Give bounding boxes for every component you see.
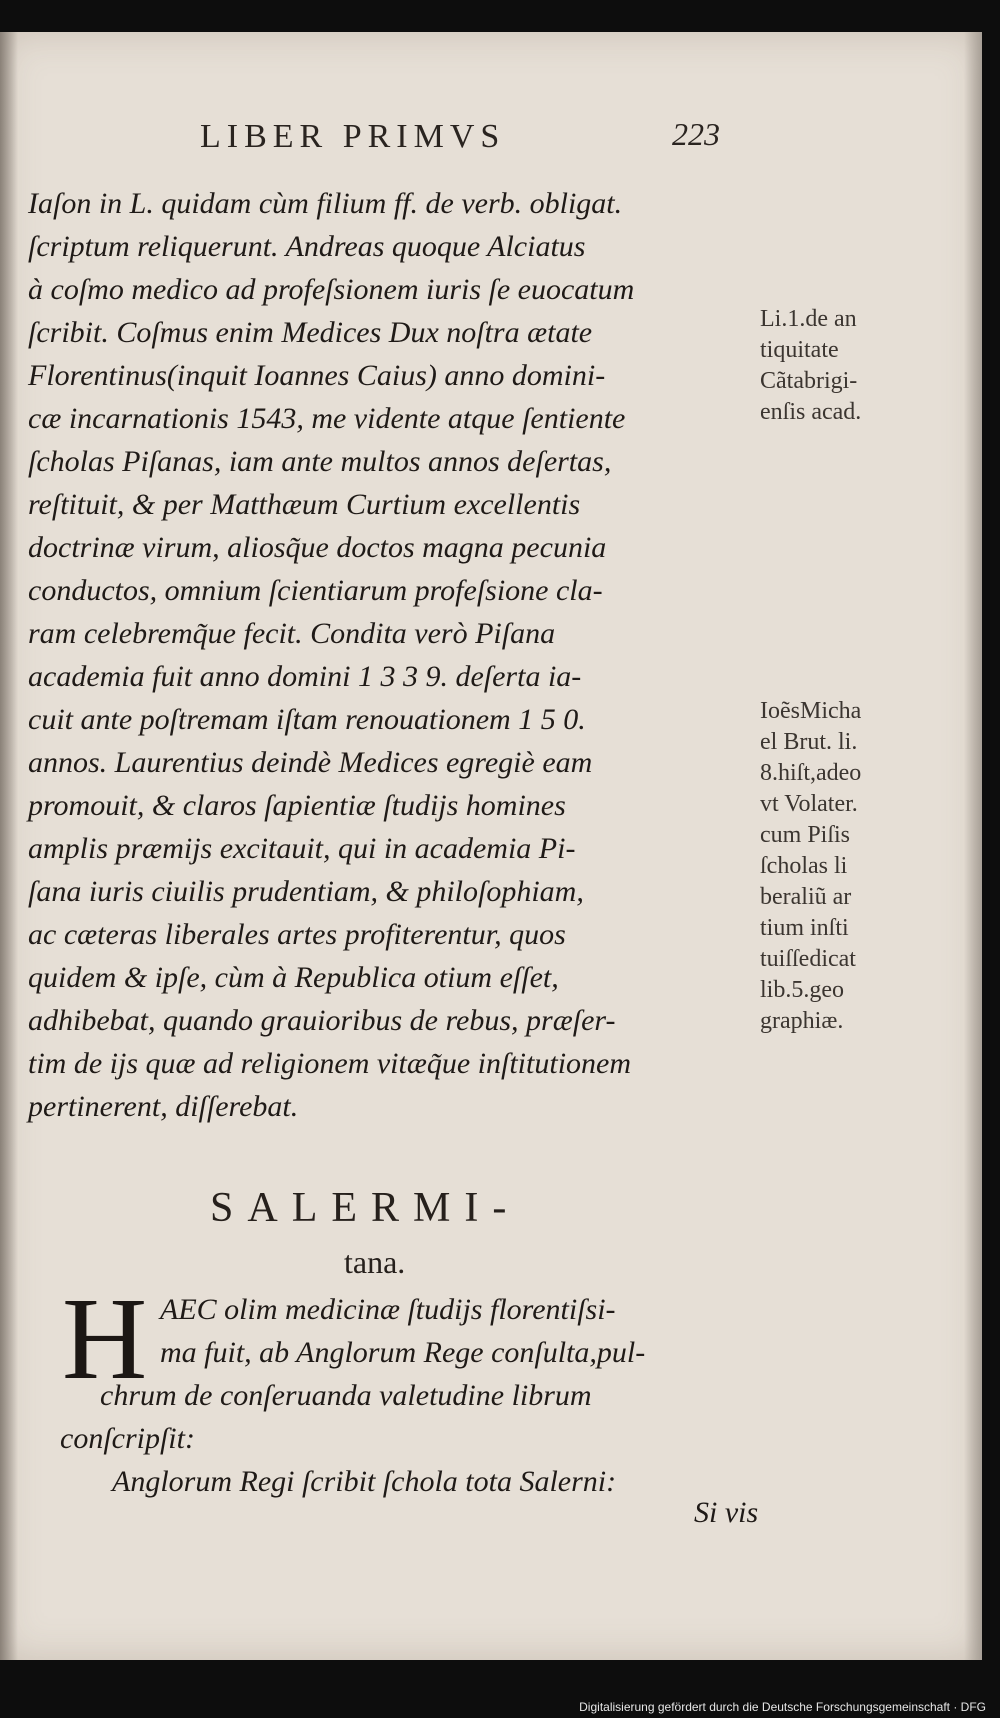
- salernitana-text-block: [60, 1288, 780, 1503]
- text-line: ſcribit. Coſmus enim Medices Dux noſtra ætate: [28, 316, 593, 349]
- margin-note-brutus: [760, 696, 960, 1037]
- text-line: conductos, omnium ſcientiarum profeſsione cla-: [28, 574, 603, 607]
- text-line: quidem & ipſe, cùm à Republica otium eſſet,: [28, 961, 559, 994]
- digitization-credit: Digitalisierung gefördert durch die Deutsche Forschungsgemeinschaft · DFG: [579, 1700, 986, 1714]
- gutter-shadow: [0, 32, 18, 1660]
- margin-note-line: tuiſſedicat: [760, 946, 856, 972]
- margin-note-line: tiquitate: [760, 337, 839, 363]
- margin-note-line: Li.1.de an: [760, 306, 857, 332]
- text-line: conſcripſit:: [60, 1422, 195, 1455]
- margin-note-line: beraliũ ar: [760, 884, 852, 910]
- margin-note-line: tium inſti: [760, 915, 849, 941]
- running-head: LIBER PRIMVS: [200, 118, 506, 155]
- page-number: 223: [672, 116, 720, 152]
- text-line: ma fuit, ab Anglorum Rege conſulta,pul-: [160, 1336, 646, 1369]
- text-line: annos. Laurentius deindè Medices egregiè eam: [28, 746, 593, 779]
- margin-note-line: ſcholas li: [760, 853, 848, 879]
- text-line: pertinerent, diſſerebat.: [28, 1090, 299, 1123]
- text-line: promouit, & claros ſapientiæ ſtudijs homines: [28, 789, 566, 822]
- text-line: AEC olim medicinæ ſtudijs florentiſsi-: [160, 1293, 616, 1326]
- margin-note-line: IoẽsMicha: [760, 698, 862, 724]
- text-line: adhibebat, quando grauioribus de rebus, præſer-: [28, 1004, 616, 1037]
- text-line: ſana iuris ciuilis prudentiam, & philoſophiam,: [28, 875, 584, 908]
- margin-note-line: cum Piſis: [760, 822, 851, 848]
- text-line: à coſmo medico ad profeſsionem iuris ſe euocatum: [28, 273, 635, 306]
- text-line: Iaſon in L. quidam cùm filium ff. de verb. obligat.: [28, 187, 623, 220]
- main-text-block: [28, 182, 748, 1128]
- text-line: tim de ijs quæ ad religionem vitæq̃ue inſtitutionem: [28, 1047, 632, 1080]
- text-line: amplis præmijs excitauit, qui in academia Pi-: [28, 832, 576, 865]
- text-line: academia fuit anno domini 1 3 3 9. deſerta ia-: [28, 660, 582, 693]
- margin-note-line: vt Volater.: [760, 791, 858, 817]
- book-page: [0, 32, 982, 1660]
- drop-cap: H: [62, 1273, 148, 1404]
- margin-note-line: lib.5.geo: [760, 977, 844, 1003]
- text-line: chrum de conſeruanda valetudine librum: [100, 1379, 592, 1412]
- text-line: ſcholas Piſanas, iam ante multos annos deſertas,: [28, 445, 612, 478]
- text-line: reſtituit, & per Matthæum Curtium excellentis: [28, 488, 581, 521]
- margin-note-line: Cãtabrigi-: [760, 368, 858, 394]
- margin-note-line: el Brut. li.: [760, 729, 858, 755]
- margin-note-line: enſis acad.: [760, 399, 862, 425]
- section-title: SALERMI-: [210, 1185, 521, 1231]
- margin-note-line: graphiæ.: [760, 1008, 844, 1034]
- text-line: cuit ante poſtremam iſtam renouationem 1 5 0.: [28, 703, 586, 736]
- margin-note-cantabrigiensis: [760, 304, 960, 428]
- section-subtitle: tana.: [344, 1244, 406, 1280]
- text-line: ac cæteras liberales artes profiterentur, quos: [28, 918, 566, 951]
- text-line: cæ incarnationis 1543, me vidente atque ſentiente: [28, 402, 626, 435]
- text-line: doctrinæ virum, aliosq̃ue doctos magna pecunia: [28, 531, 607, 564]
- text-line: Florentinus(inquit Ioannes Caius) anno domini-: [28, 359, 606, 392]
- verse-line: Anglorum Regi ſcribit ſchola tota Salerni:: [112, 1465, 617, 1498]
- text-line: ram celebremq̃ue fecit. Condita verò Piſana: [28, 617, 556, 650]
- edge-shadow: [964, 32, 982, 1660]
- text-line: ſcriptum reliquerunt. Andreas quoque Alciatus: [28, 230, 586, 263]
- catchword: Si vis: [694, 1496, 759, 1529]
- margin-note-line: 8.hiſt,adeo: [760, 760, 862, 786]
